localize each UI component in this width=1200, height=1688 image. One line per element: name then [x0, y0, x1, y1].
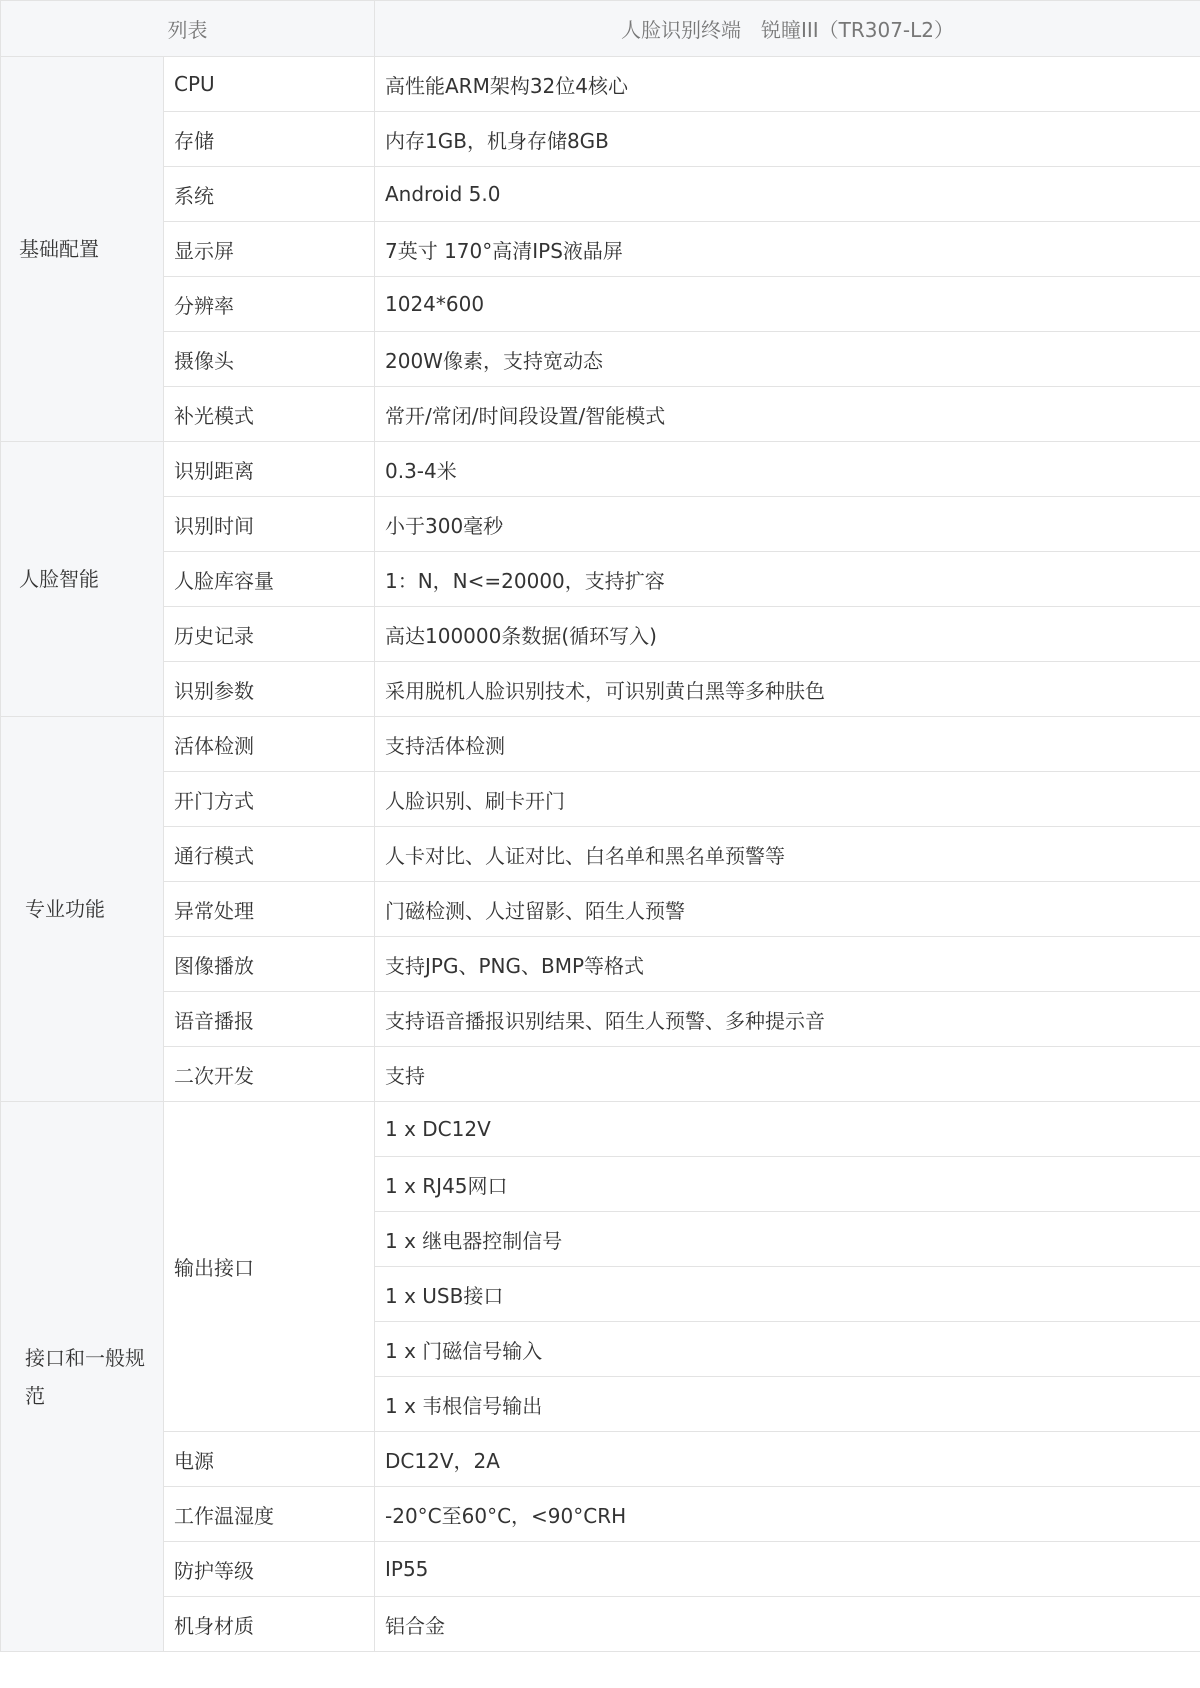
spec-name: 摄像头 [164, 332, 375, 387]
spec-value: 人卡对比、人证对比、白名单和黑名单预警等 [375, 827, 1200, 882]
spec-value: 小于300毫秒 [375, 497, 1200, 552]
spec-value: Android 5.0 [375, 167, 1200, 222]
table-row [1, 1542, 1200, 1597]
spec-name: 识别时间 [164, 497, 375, 552]
spec-value: 铝合金 [375, 1597, 1200, 1652]
table-row [1, 1432, 1200, 1487]
spec-name: 开门方式 [164, 772, 375, 827]
spec-value: 人脸识别、刷卡开门 [375, 772, 1200, 827]
spec-value: 1：N，N<=20000，支持扩容 [375, 552, 1200, 607]
spec-name: CPU [164, 57, 375, 112]
spec-value: 1 x 门磁信号输入 [375, 1322, 1200, 1377]
table-row [1, 222, 1200, 277]
spec-name: 电源 [164, 1432, 375, 1487]
table-row [1, 57, 1200, 112]
spec-name: 二次开发 [164, 1047, 375, 1102]
table-row [1, 1487, 1200, 1542]
spec-value: -20°C至60°C，<90°CRH [375, 1487, 1200, 1542]
spec-value: 支持 [375, 1047, 1200, 1102]
spec-name: 显示屏 [164, 222, 375, 277]
table-row [1, 1102, 1200, 1157]
spec-name: 识别距离 [164, 442, 375, 497]
spec-name: 存储 [164, 112, 375, 167]
spec-value: 1 x DC12V [375, 1102, 1200, 1157]
spec-value: 1 x 继电器控制信号 [375, 1212, 1200, 1267]
table-header-row [1, 1, 1200, 57]
table-row [1, 1597, 1200, 1652]
table-row [1, 497, 1200, 552]
spec-value: 200W像素，支持宽动态 [375, 332, 1200, 387]
header-product: 人脸识别终端 锐瞳III（TR307-L2） [375, 1, 1200, 57]
spec-name: 异常处理 [164, 882, 375, 937]
spec-value: 1024*600 [375, 277, 1200, 332]
spec-name: 补光模式 [164, 387, 375, 442]
group-label: 人脸智能 [1, 442, 164, 717]
spec-name: 输出接口 [164, 1102, 375, 1432]
spec-value: 常开/常闭/时间段设置/智能模式 [375, 387, 1200, 442]
table-row [1, 607, 1200, 662]
group-label: 专业功能 [1, 717, 164, 1102]
spec-name: 活体检测 [164, 717, 375, 772]
spec-name: 人脸库容量 [164, 552, 375, 607]
spec-name: 工作温湿度 [164, 1487, 375, 1542]
group-label: 接口和一般规范 [1, 1102, 164, 1652]
spec-value: 0.3-4米 [375, 442, 1200, 497]
spec-name: 机身材质 [164, 1597, 375, 1652]
table-row [1, 717, 1200, 772]
spec-value: 内存1GB，机身存储8GB [375, 112, 1200, 167]
spec-value: 1 x RJ45网口 [375, 1157, 1200, 1212]
spec-name: 防护等级 [164, 1542, 375, 1597]
table-row [1, 442, 1200, 497]
table-row [1, 992, 1200, 1047]
table-row [1, 387, 1200, 442]
spec-value: 7英寸 170°高清IPS液晶屏 [375, 222, 1200, 277]
spec-name: 通行模式 [164, 827, 375, 882]
table-row [1, 112, 1200, 167]
spec-value: 支持活体检测 [375, 717, 1200, 772]
table-row [1, 277, 1200, 332]
table-row [1, 937, 1200, 992]
spec-value: DC12V，2A [375, 1432, 1200, 1487]
table-row [1, 662, 1200, 717]
spec-value: 采用脱机人脸识别技术，可识别黄白黑等多种肤色 [375, 662, 1200, 717]
spec-name: 图像播放 [164, 937, 375, 992]
spec-name: 语音播报 [164, 992, 375, 1047]
spec-name: 分辨率 [164, 277, 375, 332]
spec-value: 高达100000条数据(循环写入) [375, 607, 1200, 662]
spec-value: 支持语音播报识别结果、陌生人预警、多种提示音 [375, 992, 1200, 1047]
spec-name: 系统 [164, 167, 375, 222]
table-row [1, 772, 1200, 827]
table-row [1, 167, 1200, 222]
spec-value: 门磁检测、人过留影、陌生人预警 [375, 882, 1200, 937]
spec-value: 1 x USB接口 [375, 1267, 1200, 1322]
table-row [1, 332, 1200, 387]
spec-name: 识别参数 [164, 662, 375, 717]
table-row [1, 882, 1200, 937]
table-row [1, 1047, 1200, 1102]
spec-value: IP55 [375, 1542, 1200, 1597]
table-row [1, 827, 1200, 882]
spec-value: 支持JPG、PNG、BMP等格式 [375, 937, 1200, 992]
spec-value: 1 x 韦根信号输出 [375, 1377, 1200, 1432]
header-list: 列表 [1, 1, 375, 57]
spec-value: 高性能ARM架构32位4核心 [375, 57, 1200, 112]
table-row [1, 552, 1200, 607]
spec-name: 历史记录 [164, 607, 375, 662]
group-label: 基础配置 [1, 57, 164, 442]
